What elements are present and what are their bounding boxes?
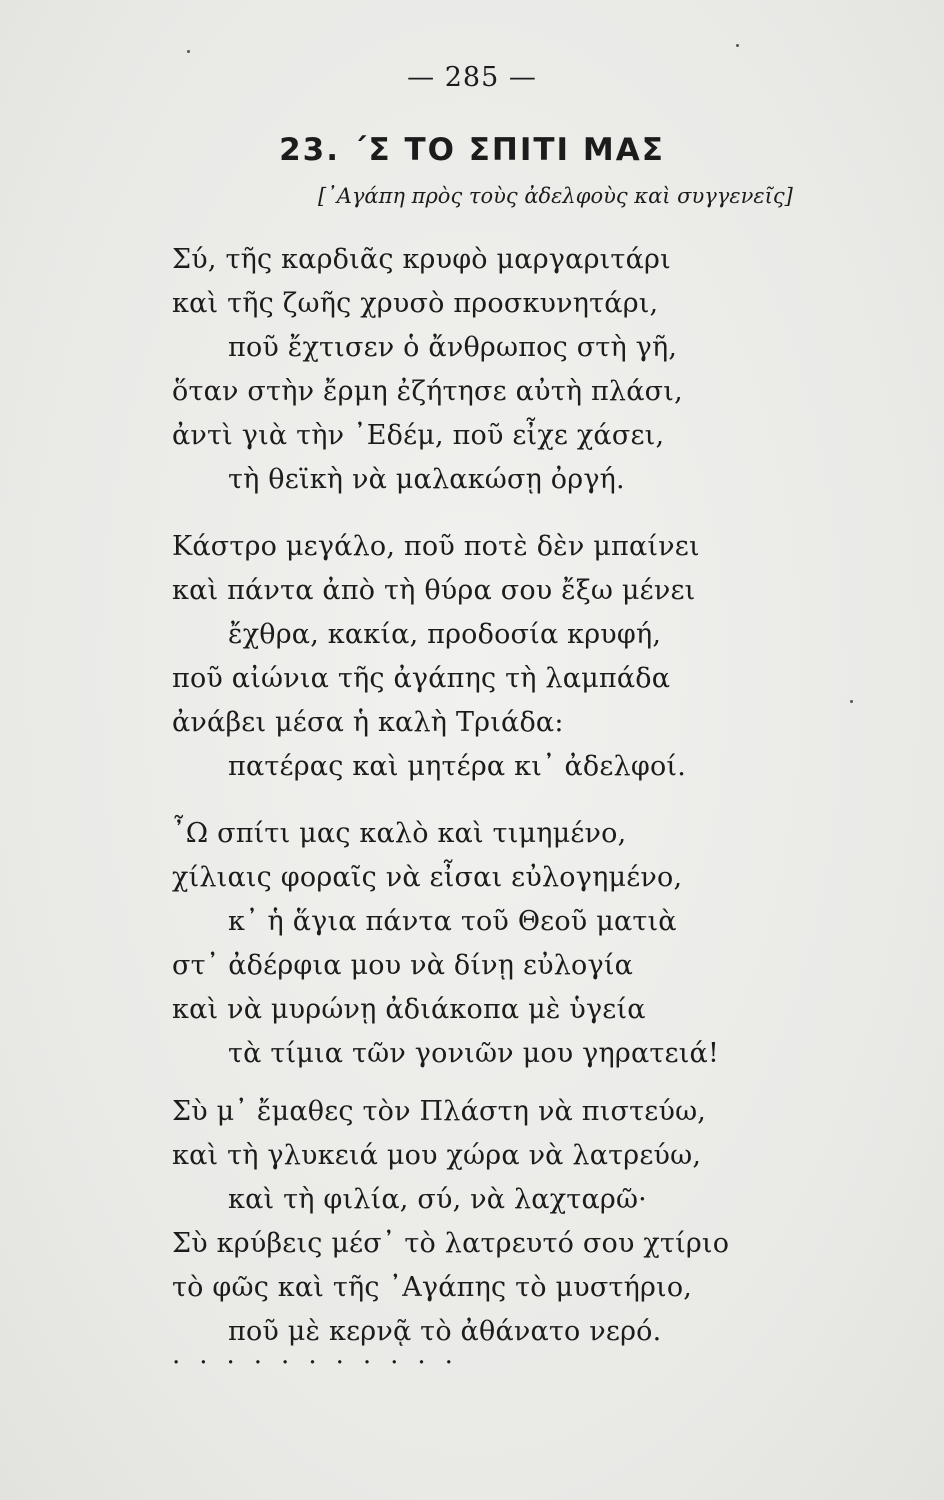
poem-line: ἀνάβει μέσα ἡ καλὴ Τριάδα: [172,707,564,738]
poem-line: Σὺ μ᾿ ἔμαθες τὸν Πλάστη νὰ πιστεύω, [172,1096,707,1127]
poem-line: καὶ τῆς ζωῆς χρυσὸ προσκυνητάρι, [172,288,659,319]
poem-line: καὶ νὰ μυρώνῃ ἀδιάκοπα μὲ ὑγεία [172,994,646,1025]
paper-speck [187,50,190,53]
paper-speck [850,700,853,703]
ellipsis-dots: ........... [172,1340,472,1370]
paper-speck [736,44,739,47]
poem-title: 23. ΄Σ ΤΟ ΣΠΙΤΙ ΜΑΣ [279,132,665,168]
poem-line: στ᾿ ἀδέρφια μου νὰ δίνῃ εὐλογία [172,950,634,981]
poem-line: καὶ πάντα ἀπὸ τὴ θύρα σου ἔξω μένει [172,575,696,606]
poem-line: Σὺ κρύβεις μέσ᾿ τὸ λατρευτό σου χτίριο [172,1228,730,1259]
poem-line: ῏Ω σπίτι μας καλὸ καὶ τιμημένο, [172,818,627,849]
poem-line: ἔχθρα, κακία, προδοσία κρυφή, [228,619,662,650]
poem-line: ποῦ ἔχτισεν ὁ ἄνθρωπος στὴ γῆ, [228,332,678,363]
poem-line: καὶ τὴ φιλία, σύ, νὰ λαχταρῶ· [228,1184,647,1215]
poem-line: ποῦ μὲ κερνᾷ τὸ ἀθάνατο νερό. [228,1316,662,1347]
poem-line: καὶ τὴ γλυκειά μου χώρα νὰ λατρεύω, [172,1140,702,1171]
poem-line: Σύ, τῆς καρδιᾶς κρυφὸ μαργαριτάρι [172,244,671,275]
poem-line: ἀντὶ γιὰ τὴν ᾿Εδέμ, ποῦ εἶχε χάσει, [172,420,665,451]
poem-line: τὴ θεϊκὴ νὰ μαλακώσῃ ὀργή. [228,464,625,495]
poem-line: ποῦ αἰώνια τῆς ἀγάπης τὴ λαμπάδα [172,663,671,694]
poem-line: ὅταν στὴν ἔρμη ἐζήτησε αὐτὴ πλάσι, [172,376,683,407]
poem-line: Κάστρο μεγάλο, ποῦ ποτὲ δὲν μπαίνει [172,531,700,562]
page-number: — 285 — [407,62,537,93]
poem-line: τὸ φῶς καὶ τῆς ᾿Αγάπης τὸ μυστήριο, [172,1272,693,1303]
poem-line: κ᾿ ἡ ἅγια πάντα τοῦ Θεοῦ ματιὰ [228,906,677,937]
poem-line: τὰ τίμια τῶν γονιῶν μου γηρατειά! [228,1038,719,1069]
poem-line: πατέρας καὶ μητέρα κι᾿ ἀδελφοί. [228,751,686,782]
poem-subtitle: [᾿Αγάπη πρὸς τοὺς ἀδελφοὺς καὶ συγγενεῖς] [318,184,793,208]
poem-line: χίλιαις φοραῖς νὰ εἶσαι εὐλογημένο, [172,862,683,893]
